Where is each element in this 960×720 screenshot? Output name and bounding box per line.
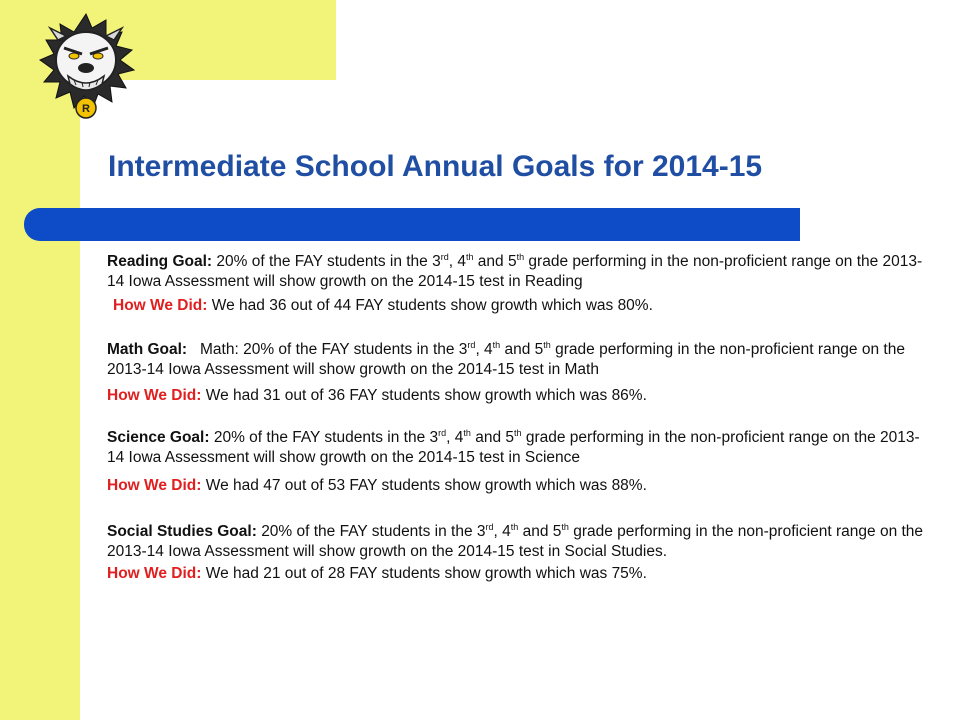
goal-part-b: , 4 [446, 429, 464, 446]
goals-content [107, 252, 927, 594]
goal-part-a: 20% of the FAY students in the 3 [261, 523, 486, 540]
goal-result [107, 564, 927, 584]
result-label: How We Did: [113, 297, 208, 314]
goal-part-c: and 5 [500, 341, 544, 358]
goal-part-c: and 5 [470, 429, 515, 446]
goal-text [107, 340, 927, 380]
result-label: How We Did: [107, 477, 202, 494]
ordinal: rd [440, 252, 449, 262]
ordinal: rd [485, 522, 494, 532]
result-text: We had 21 out of 28 FAY students show growth which was 75%. [205, 565, 647, 582]
ordinal: th [514, 428, 522, 438]
goal-text [107, 252, 927, 292]
result-text: We had 31 out of 36 FAY students show growth which was 86%. [205, 387, 647, 404]
goal-label: Science Goal: [107, 429, 210, 446]
ordinal: th [510, 522, 519, 532]
goal-text [107, 428, 927, 468]
goal-label: Social Studies Goal: [107, 523, 257, 540]
result-text: We had 47 out of 53 FAY students show growth which was 88%. [205, 477, 647, 494]
title-accent-bar [24, 208, 800, 241]
goal-part-a: 20% of the FAY students in the 3 [213, 429, 439, 446]
ordinal: th [561, 522, 569, 532]
goal-part-c: and 5 [473, 253, 517, 270]
goal-part-b: , 4 [448, 253, 466, 270]
result-text: We had 36 out of 44 FAY students show growth which was 80%. [211, 297, 653, 314]
result-label: How We Did: [107, 565, 202, 582]
page-title: Intermediate School Annual Goals for 2014-15 [108, 150, 763, 183]
goal-part-b: , 4 [493, 523, 511, 540]
goal-part-d: grade performing in the non-proficient range on the 2013-14 Iowa Assessment will show growth on the 2014-15 test in Science [107, 429, 920, 466]
goal-label: Reading Goal: [107, 253, 213, 270]
bulldog-mascot-icon [30, 10, 142, 122]
goal-label: Math Goal: [107, 341, 188, 358]
ordinal: th [463, 428, 471, 438]
goal-part-d: grade performing in the non-proficient range on the 2013-14 Iowa Assessment will show growth on the 2014-15 test in Social Studies. [107, 523, 924, 560]
goal-prefix: Math: [200, 341, 239, 358]
goal-part-d: grade performing in the non-proficient range on the 2013-14 Iowa Assessment will show growth on the 2014-15 test in Math [107, 341, 905, 378]
ordinal: th [516, 252, 525, 262]
goal-part-c: and 5 [518, 523, 562, 540]
logo-letter: R [82, 103, 90, 115]
goal-result [107, 296, 927, 316]
ordinal: rd [467, 340, 476, 350]
goal-part-a: 20% of the FAY students in the 3 [216, 253, 441, 270]
ordinal: rd [438, 428, 447, 438]
goal-reading [107, 252, 927, 316]
goal-text [107, 522, 927, 562]
goal-math [107, 340, 927, 406]
ordinal: th [492, 340, 501, 350]
goal-social-studies [107, 522, 927, 584]
goal-part-d: grade performing in the non-proficient range on the 2013-14 Iowa Assessment will show growth on the 2014-15 test in Reading [107, 253, 923, 290]
ordinal: th [465, 252, 474, 262]
goal-result [107, 476, 927, 496]
goal-part-b: , 4 [475, 341, 493, 358]
goal-part-a: 20% of the FAY students in the 3 [243, 341, 468, 358]
goal-science [107, 428, 927, 496]
goal-result [107, 386, 927, 406]
result-label: How We Did: [107, 387, 202, 404]
ordinal: th [543, 340, 551, 350]
